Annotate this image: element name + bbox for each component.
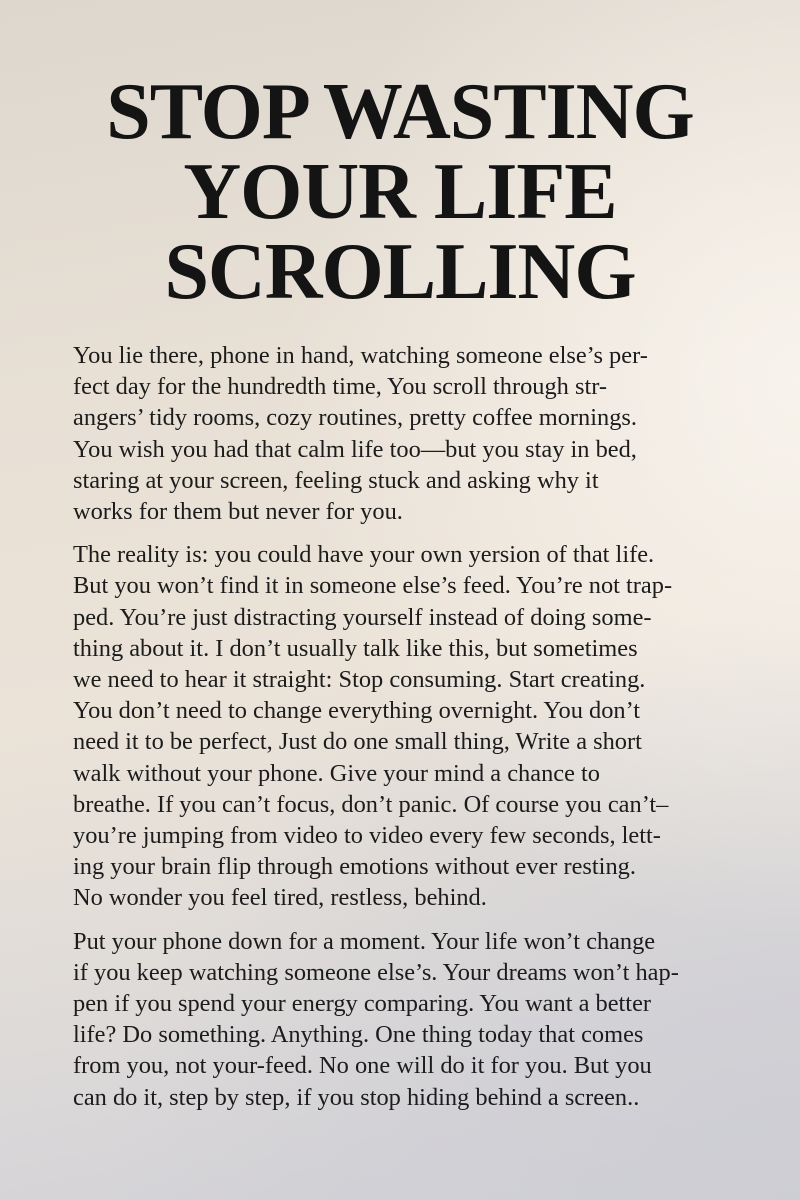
text-line: breathe. If you can’t focus, don’t panic. Of course you can’t– [73, 790, 669, 818]
page-title [0, 68, 800, 316]
text-line: we need to hear it straight: Stop consuming. Start creating. [73, 666, 646, 694]
text-line: works for them but never for you. [73, 498, 403, 526]
text-line: Put your phone down for a moment. Your life won’t change [73, 927, 656, 955]
text-line: if you keep watching someone else’s. Your dreams won’t hap- [73, 958, 679, 986]
text-line: No wonder you feel tired, restless, behind. [73, 884, 487, 912]
text-line: thing about it. I don’t usually talk like this, but sometimes [73, 634, 638, 662]
text-line: can do it, step by step, if you stop hiding behind a screen.. [73, 1083, 640, 1111]
text-line: You lie there, phone in hand, watching someone else’s per- [73, 342, 648, 369]
paragraph-3 [73, 926, 753, 1113]
text-line: from you, not your-feed. No one will do it for you. But you [73, 1052, 652, 1080]
title-line: SCROLLING [164, 228, 636, 316]
text-line: ing your brain flip through emotions without ever resting. [73, 853, 636, 881]
text-line: You don’t need to change everything overnight. You don’t [73, 697, 641, 725]
text-line: pen if you spend your energy comparing. You want a better [73, 990, 652, 1018]
paragraph-1 [73, 340, 753, 527]
text-line: The reality is: you could have your own yersion of that life. [73, 541, 655, 569]
text-line: angers’ tidy rooms, cozy routines, pretty coffee mornings. [73, 404, 637, 432]
text-line: staring at your screen, feeling stuck and asking why it [73, 466, 599, 494]
paragraph-2 [73, 539, 753, 913]
text-line: need it to be perfect, Just do one small thing, Write a short [73, 728, 642, 756]
title-line: YOUR LIFE [183, 148, 617, 236]
title-line: STOP WASTING [106, 68, 694, 156]
text-line: But you won’t find it in someone else’s feed. You’re not trap- [73, 572, 673, 600]
text-line: ped. You’re just distracting yourself instead of doing some- [73, 603, 652, 631]
text-line: You wish you had that calm life too—but you stay in bed, [73, 435, 637, 463]
text-line: walk without your phone. Give your mind a chance to [73, 759, 600, 787]
text-line: you’re jumping from video to video every few seconds, lett- [73, 822, 661, 850]
body-text [73, 340, 753, 1125]
text-line: life? Do something. Anything. One thing today that comes [73, 1021, 644, 1049]
text-line: fect day for the hundredth time, You scroll through str- [73, 373, 607, 401]
